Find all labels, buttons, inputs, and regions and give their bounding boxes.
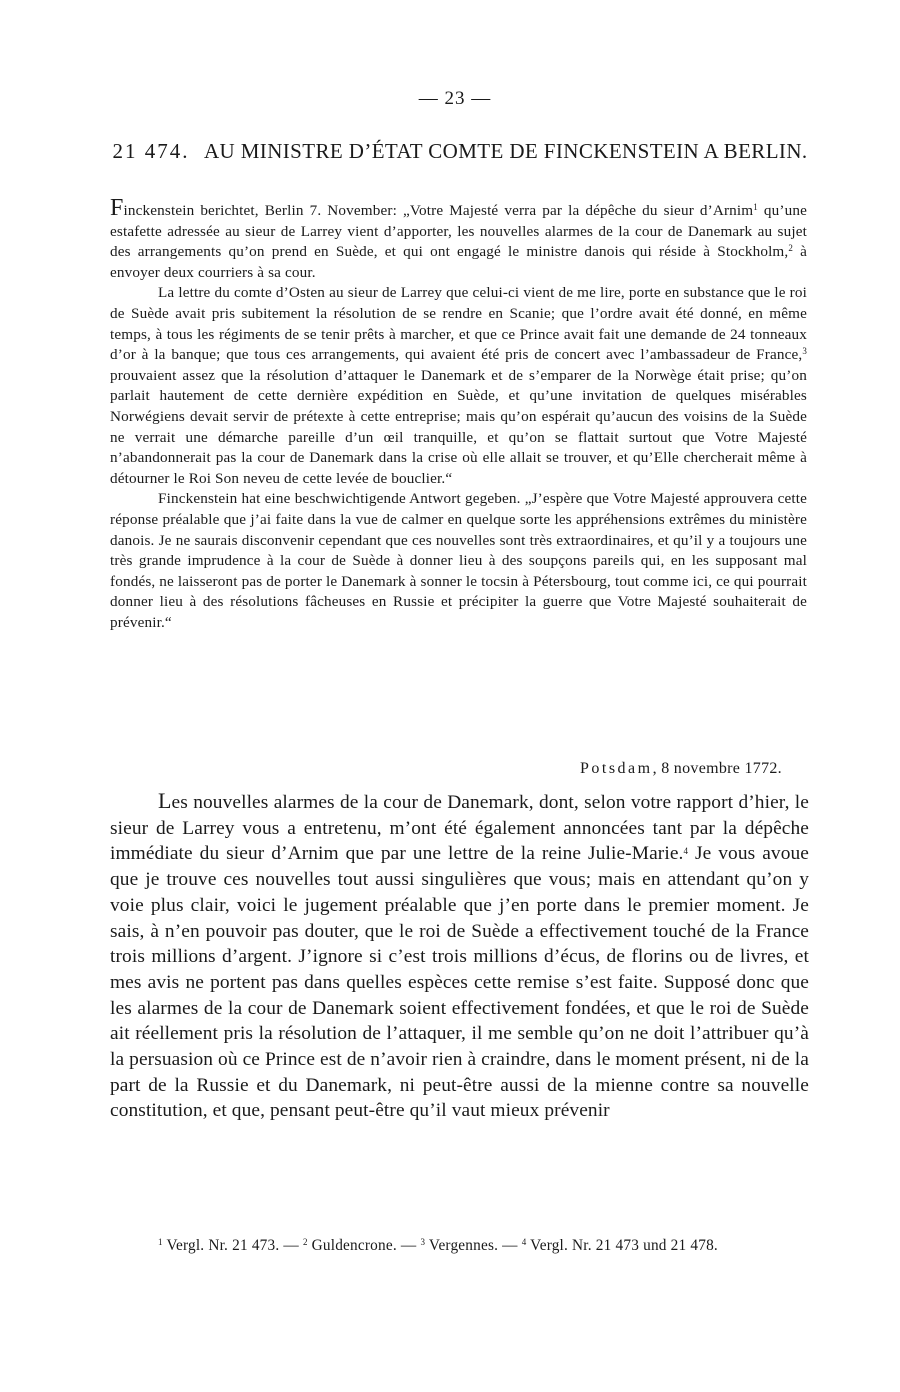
footnote-ref-2: 2 <box>788 243 794 254</box>
summary-initial: F <box>110 195 124 221</box>
footnote-ref-4: 4 <box>683 846 689 857</box>
summary-paragraph-2 <box>110 283 807 489</box>
letter-paragraph <box>110 788 809 1124</box>
letter-initial: L <box>158 788 172 813</box>
document-heading <box>110 138 810 165</box>
summary-text: prouvaient assez que la résolution d’attaquer le Danemark et de s’emparer de la Norwège était prise; qu’on parlait hautement de cette dernière expédition en Suède, et qu’une invitation de quelques misérables Norwégiens devait servir de prétexte à cette entreprise; mais qu’on espérait qu’aucun des voisins de la Suède ne verrait une démarche pareille d’un œil tranquille, et qu’on se flattait surtout que Votre Majesté n’abandonnerait pas la cour de Danemark dans la crise où elle allait se trouver, et qu’Elle chercherait même à détourner le Roi Son neveu de cette levée de bouclier.“ <box>110 366 807 487</box>
summary-text: La lettre du comte d’Osten au sieur de Larrey que celui-ci vient de me lire, porte en substance que le roi de Suède avait pris subitement la résolution de se rendre en Scanie; que l’ordre avait été donné, en même temps, à tous les régiments de se tenir prêts à marcher, et que ce Prince avait fait une demande de 24 tonneaux d’or à la banque; que tous ces arrangements, qui avaient été pris de concert avec l’ambassadeur de France, <box>110 284 807 364</box>
date-place: Potsdam <box>579 760 653 777</box>
footnote-text-3: Vergennes. — <box>425 1237 522 1254</box>
footnote-marker-3: 3 <box>420 1237 426 1247</box>
footnote-text-4: Vergl. Nr. 21 473 und 21 478. <box>526 1237 718 1254</box>
document-title: AU MINISTRE D’ÉTAT COMTE DE FINCKENSTEIN A BERLIN. <box>203 139 808 163</box>
footnote-marker-2: 2 <box>302 1237 308 1247</box>
footnote-text-1: Vergl. Nr. 21 473. — <box>162 1237 303 1254</box>
letter-body <box>110 788 809 1124</box>
footnote-ref-3: 3 <box>802 346 807 357</box>
letter-text: Je vous avoue que je trouve ces nouvelles tout aussi singulières que vous; mais en attendant qu’on y voie plus clair, voici le jugement préalable que j’en porte dans le premier moment. Je sais, à n’en pouvoir pas douter, que le roi de Suède a effectivement touché de la France trois millions d’argent. J’ignore si c’est trois millions d’écus, de florins ou de livres, et mes avis ne portent pas dans quelles espèces cette remise s’est faite. Supposé donc que les alarmes de la cour de Danemark soient effectivement fondées, et que le roi de Suède ait réellement pris la résolution de l’attaquer, il me semble qu’on ne doit l’attribuer qu’à la persuasion où ce Prince est de n’avoir rien à craindre, dans le moment présent, ni de la part de la Russie et du Danemark, ni peut-être aussi de la mienne contre sa nouvelle constitution, et que, pensant peut-être qu’il vaut mieux prévenir <box>110 843 810 1122</box>
footnote-line <box>110 1236 807 1256</box>
summary-text: inckenstein berichtet, Berlin 7. November: „Votre Majesté verra par la dépêche du sieur d’Arnim <box>123 202 754 219</box>
summary-paragraph-3: Finckenstein hat eine beschwichtigende Antwort gegeben. „J’espère que Votre Majesté approuvera cette réponse préalable que j’ai faite dans la vue de calmer en quelque sorte les appréhensions extrêmes du ministère danois. Je ne saurais disconvenir cependant que ces nouvelles sont très extraordinaires, et qu’il y a toujours une très grande imprudence à la cour de Suède à donner lieu à des soupçons pareils qui, en les supposant mal fondés, ne laisseront pas de porter le Danemark à sonner le tocsin à Pétersbourg, tout comme ici, ce qui pourrait donner lieu à des résolutions fâcheuses en Russie et précipiter la guerre que Votre Majesté souhaiterait de prévenir.“ <box>110 490 807 631</box>
footnote-text-2: Guldencrone. — <box>307 1237 421 1254</box>
summary-section <box>110 196 807 633</box>
summary-paragraph-1 <box>110 196 807 283</box>
footnote-ref-1: 1 <box>753 202 758 212</box>
summary-text: à envoyer deux courriers à sa cour. <box>110 243 807 281</box>
letter-dateline <box>110 760 782 778</box>
summary-text: qu’une estafette adressée au sieur de Larrey vient d’apporter, les nouvelles alarmes de la cour de Danemark au sujet des arrangements qu’on prend en Suède, et qui ont engagé le ministre danois qui réside à Stockholm, <box>110 202 807 261</box>
letter-text: es nouvelles alarmes de la cour de Danemark, dont, selon votre rapport d’hier, le sieur de Larrey vous a entretenu, m’ont été également annoncées tant par la dépêche immédiate du sieur d’Arnim que par une lettre de la reine Julie-Marie. <box>110 792 809 865</box>
footnote-marker-1: 1 <box>158 1237 163 1247</box>
page-number: — 23 — <box>418 88 492 109</box>
footnotes <box>110 1236 807 1256</box>
document-number: 21 474. <box>112 139 190 163</box>
date-text: , 8 novembre 1772. <box>652 760 782 777</box>
footnote-marker-4: 4 <box>521 1237 527 1247</box>
